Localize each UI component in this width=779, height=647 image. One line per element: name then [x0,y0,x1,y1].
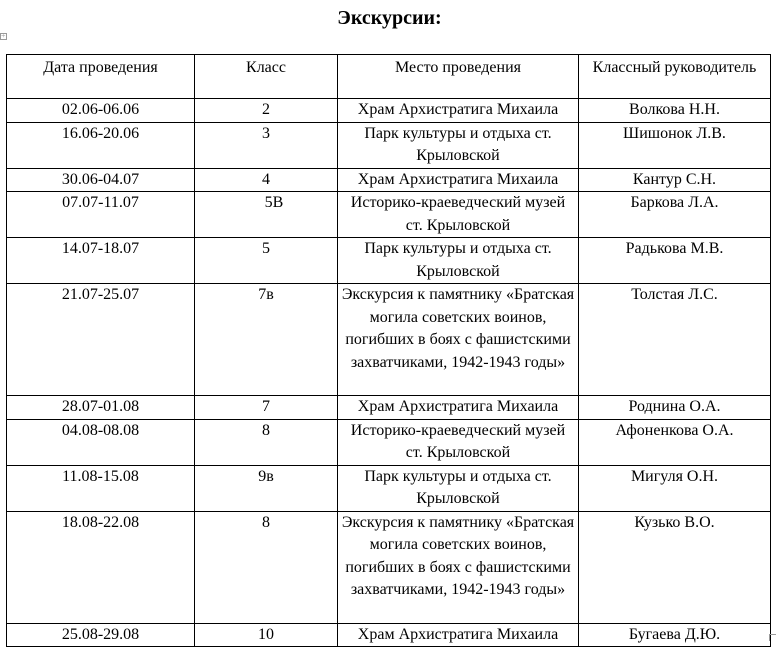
teacher-cell: Кантур С.Н. [579,168,771,192]
table-row [7,99,771,123]
table-move-handle[interactable] [0,33,7,40]
page-title: Экскурсии: [337,7,442,29]
date-cell: 30.06-04.07 [7,168,195,192]
class-cell: 10 [195,623,338,647]
table-row [7,419,771,465]
place-cell: Парк культуры и отдыха ст. Крыловской [338,465,579,511]
date-cell: 21.07-25.07 [7,284,195,396]
place-cell: Храм Архистратига Михаила [338,99,579,123]
move-handle-icon: + [1,31,6,40]
teacher-cell: Толстая Л.С. [579,284,771,396]
table-row [7,168,771,192]
class-cell: 9в [195,465,338,511]
class-cell: 7 [195,396,338,420]
class-cell: 8 [195,419,338,465]
date-cell: 04.08-08.08 [7,419,195,465]
table-header-row [7,55,771,99]
date-cell: 11.08-15.08 [7,465,195,511]
teacher-cell: Кузько В.О. [579,511,771,623]
place-cell: Парк культуры и отдыха ст. Крыловской [338,238,579,284]
date-cell: 14.07-18.07 [7,238,195,284]
column-header-date: Дата проведения [7,55,195,99]
teacher-cell: Баркова Л.А. [579,192,771,238]
teacher-cell: Мигуля О.Н. [579,465,771,511]
table-row [7,238,771,284]
end-of-cell-marker [769,634,776,641]
place-cell: Храм Архистратига Михаила [338,623,579,647]
date-cell: 07.07-11.07 [7,192,195,238]
teacher-cell: Афоненкова О.А. [579,419,771,465]
place-cell: Храм Архистратига Михаила [338,396,579,420]
class-cell [195,192,338,238]
table-row [7,465,771,511]
class-cell: 5 [195,238,338,284]
table-row [7,396,771,420]
place-cell: Экскурсия к памятнику «Братская могила советских воинов, погибших в боях с фашистскими захватчиками, 1942-1943 годы» [338,511,579,623]
table-row [7,192,771,238]
date-cell: 28.07-01.08 [7,396,195,420]
place-cell: Парк культуры и отдыха ст. Крыловской [338,122,579,168]
place-cell: Экскурсия к памятнику «Братская могила советских воинов, погибших в боях с фашистскими захватчиками, 1942-1943 годы» [338,284,579,396]
teacher-cell: Шишонок Л.В. [579,122,771,168]
teacher-cell: Волкова Н.Н. [579,99,771,123]
column-header-place: Место проведения [338,55,579,99]
date-cell: 25.08-29.08 [7,623,195,647]
table-row [7,511,771,623]
class-cell: 7в [195,284,338,396]
teacher-cell: Радькова М.В. [579,238,771,284]
place-cell: Историко-краеведческий музей ст. Крыловской [338,419,579,465]
date-cell: 02.06-06.06 [7,99,195,123]
date-cell: 18.08-22.08 [7,511,195,623]
table-row [7,284,771,396]
table-row [7,122,771,168]
class-value: 5В [264,194,284,211]
date-cell: 16.06-20.06 [7,122,195,168]
class-cell: 3 [195,122,338,168]
place-cell: Историко-краеведческий музей ст. Крыловской [338,192,579,238]
excursions-table [6,54,771,647]
teacher-cell: Роднина О.А. [579,396,771,420]
place-cell: Храм Архистратига Михаила [338,168,579,192]
column-header-teacher: Классный руководитель [579,55,771,99]
class-cell: 8 [195,511,338,623]
column-header-class: Класс [195,55,338,99]
class-cell: 2 [195,99,338,123]
class-cell: 4 [195,168,338,192]
teacher-cell: Бугаева Д.Ю. [579,623,771,647]
